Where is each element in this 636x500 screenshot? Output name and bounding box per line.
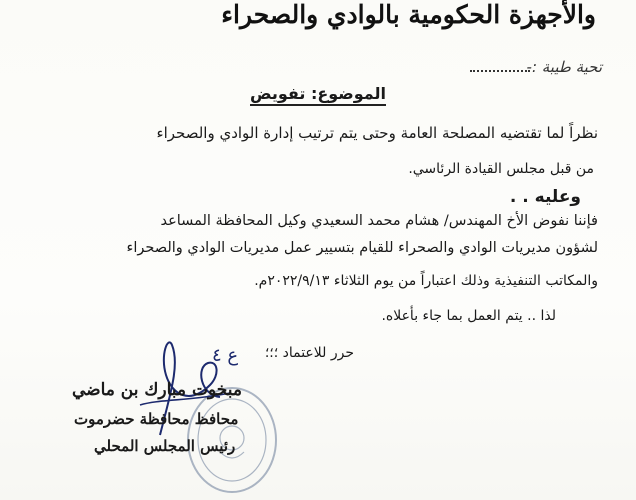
signature-initials: ع ٤ (212, 345, 239, 366)
greeting-dots (470, 70, 530, 72)
signatory-role: رئيس المجلس المحلي (94, 437, 236, 455)
therefore-heading: وعليه . . (509, 187, 581, 207)
body-line-6: لذا .. يتم العمل بما جاء بأعلاه. (381, 308, 556, 324)
body-line-5: والمكاتب التنفيذية وذلك اعتباراً من يوم الثلاثاء ٢٠٢٢/٩/١٣م. (254, 273, 598, 289)
greeting: تحية طيبة :- (526, 58, 602, 76)
body-line-4: لشؤون مديريات الوادي والصحراء للقيام بتسيير عمل مديريات الوادي والصحراء (126, 240, 598, 256)
letterhead-title: والأجهزة الحكومية بالوادي والصحراء (221, 0, 596, 29)
subject-label: الموضوع: تفويض (250, 84, 386, 106)
body-line-3: فإننا نفوض الأخ المهندس/ هشام محمد السعيدي وكيل المحافظة المساعد (160, 213, 598, 229)
body-line-2: من قبل مجلس القيادة الرئاسي. (408, 161, 594, 177)
signatory-name: مبخوت مبارك بن ماضي (72, 380, 242, 400)
body-line-1: نظراً لما تقتضيه المصلحة العامة وحتى يتم ترتيب إدارة الوادي والصحراء (156, 124, 598, 142)
subject-heading (0, 84, 636, 103)
signatory-title: محافظ محافظة حضرموت (74, 410, 239, 428)
approval-note: حرر للاعتماد ؛؛؛ (264, 345, 354, 361)
